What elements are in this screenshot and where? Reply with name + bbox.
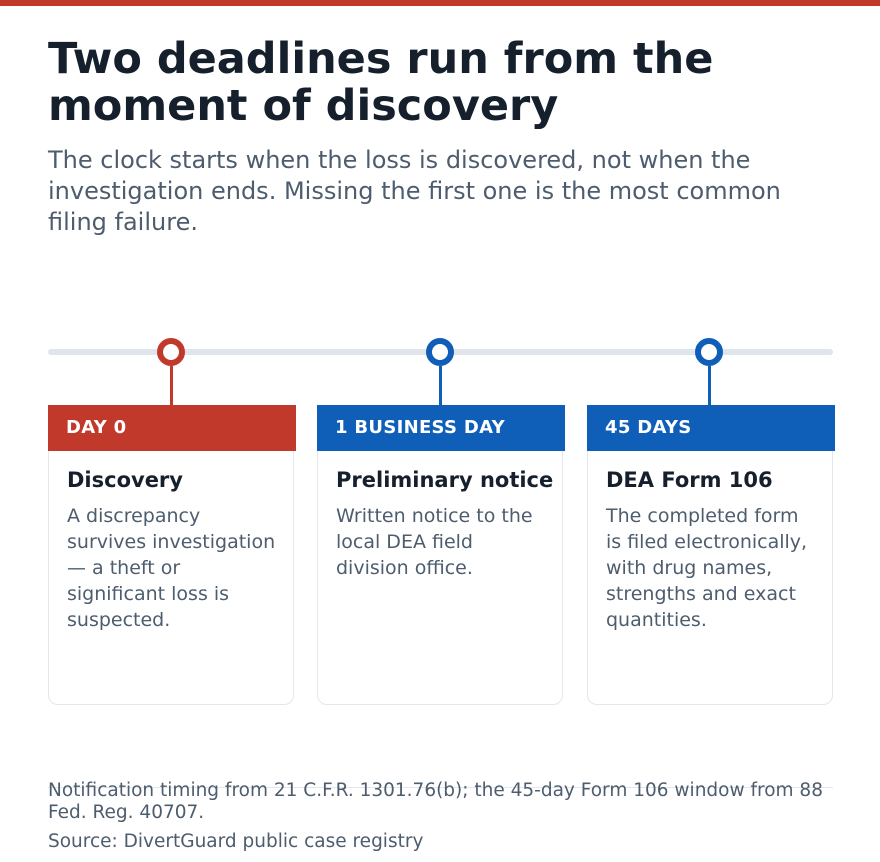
footer-note: Notification timing from 21 C.F.R. 1301.76(b); the 45-day Form 106 window from 88 Fed. Reg. 40707. <box>48 780 823 823</box>
page-subtitle: The clock starts when the loss is discovered, not when the investigation ends. Missing the first one is the most common filing failure. <box>48 146 781 236</box>
timeline-card-title: DEA Form 106 <box>606 468 773 492</box>
timeline-marker-45-days <box>695 338 723 366</box>
timeline-badge: DAY 0 <box>48 405 296 451</box>
timeline-stem-business-day <box>439 366 442 405</box>
top-accent-bar <box>0 0 880 6</box>
timeline-card-title: Preliminary notice <box>336 468 554 492</box>
timeline-card-description: A discrepancy survives investigation — a theft or significant loss is suspected. <box>67 505 276 631</box>
page-title: Two deadlines run from the moment of discovery <box>48 34 714 131</box>
timeline-card-description: Written notice to the local DEA field division office. <box>336 505 533 579</box>
timeline-badge: 45 DAYS <box>587 405 835 451</box>
timeline-card-preliminary-notice <box>317 405 563 705</box>
timeline-card-form-106 <box>587 405 833 705</box>
timeline-stem-day-0 <box>170 366 173 405</box>
timeline-card-description: The completed form is filed electronically, with drug names, strengths and exact quantities. <box>606 505 808 631</box>
timeline-badge: 1 BUSINESS DAY <box>317 405 565 451</box>
timeline-card-discovery <box>48 405 294 705</box>
footer-source: Source: DivertGuard public case registry <box>48 831 424 852</box>
timeline-marker-day-0 <box>157 338 185 366</box>
timeline-marker-business-day <box>426 338 454 366</box>
timeline-card-title: Discovery <box>67 468 183 492</box>
timeline-stem-45-days <box>708 366 711 405</box>
